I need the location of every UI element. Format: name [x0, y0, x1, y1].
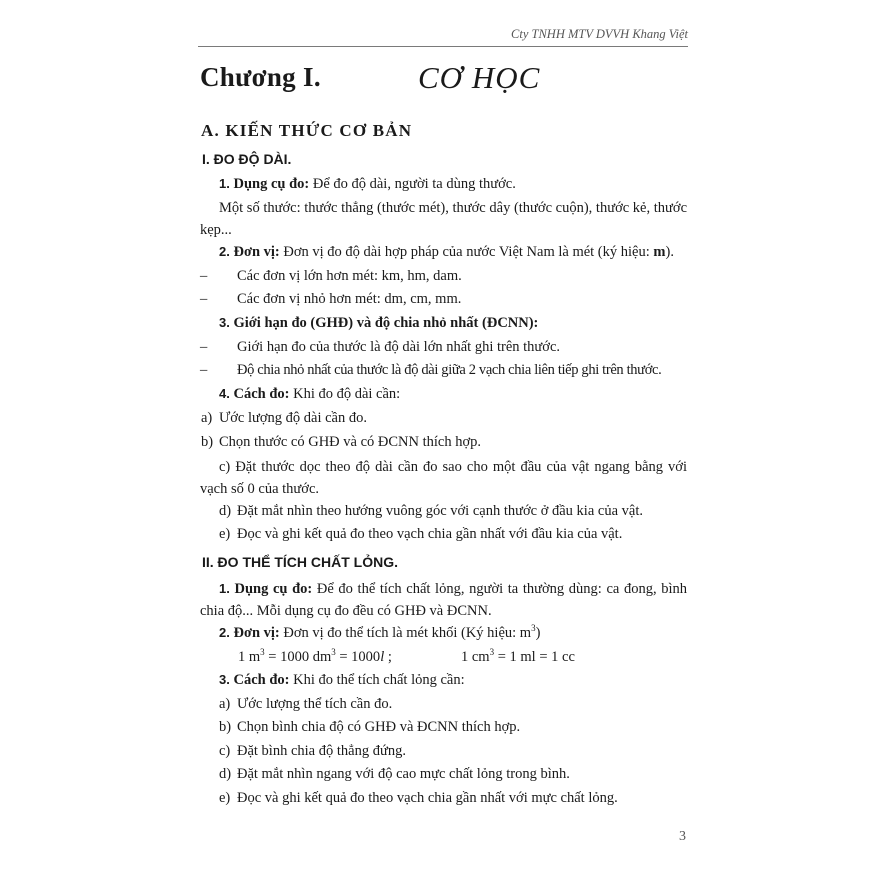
part2-step-c: c) Đặt bình chia độ thẳng đứng. [219, 743, 406, 759]
part1-item4: 4. Cách đo: Khi đo độ dài cần: [219, 386, 401, 402]
page-number: 3 [679, 829, 686, 844]
part2-item1: 1. Dụng cụ đo: Để đo thể tích chất lỏng, người ta thường dùng: ca đong, bình chia độ... Mỗi dụng cụ đo đều có GHĐ và ĐCNN. [200, 581, 688, 619]
part1-step-e: e) Đọc và ghi kết quả đo theo vạch chia gần nhất với đầu kia của vật. [219, 526, 623, 542]
part1-dash3: – Giới hạn đo của thước là độ dài lớn nhất ghi trên thước. [200, 339, 561, 355]
part2-step-e: e) Đọc và ghi kết quả đo theo vạch chia gần nhất với mực chất lỏng. [219, 790, 618, 806]
part1-heading: I. ĐO ĐỘ DÀI. [202, 151, 292, 167]
part1-step-c: c) Đặt thước dọc theo độ dài cần đo sao cho một đầu của vật ngang bằng với vạch số 0 của thước. [200, 459, 688, 497]
part2-item2: 2. Đơn vị: Đơn vị đo thể tích là mét khối (Ký hiệu: $m^3$) [219, 623, 541, 641]
part2-step-b: b) Chọn bình chia độ có GHĐ và ĐCNN thích hợp. [219, 719, 521, 735]
part1-item1: 1. Dụng cụ đo: Để đo độ dài, người ta dùng thước. [219, 176, 516, 192]
part1-item2: 2. Đơn vị: Đơn vị đo độ dài hợp pháp của nước Việt Nam là mét (ký hiệu: m). [219, 244, 674, 260]
part1-item3: 3. Giới hạn đo (GHĐ) và độ chia nhỏ nhất (ĐCNN): [219, 315, 539, 331]
part1-step-a: a) Ước lượng độ dài cần đo. [201, 410, 367, 426]
header-rule [198, 46, 688, 47]
part1-dash1: – Các đơn vị lớn hơn mét: km, hm, dam. [200, 268, 462, 284]
part1-step-b: b) Chọn thước có GHĐ và có ĐCNN thích hợp. [201, 434, 482, 450]
header-publisher: Cty TNHH MTV DVVH Khang Việt [511, 27, 688, 41]
part2-step-d: d) Đặt mắt nhìn ngang với độ cao mực chất lỏng trong bình. [219, 766, 570, 782]
part1-dash2: – Các đơn vị nhỏ hơn mét: dm, cm, mm. [200, 291, 462, 307]
part2-formula2: 1 $cm^3 = 1$ ml = 1 cc [461, 647, 575, 665]
chapter-title: CƠ HỌC [418, 60, 541, 95]
part1-dash4: – Độ chia nhỏ nhất của thước là độ dài giữa 2 vạch chia liên tiếp ghi trên thước. [200, 362, 662, 378]
chapter-label: Chương I. [200, 62, 321, 92]
part2-step-a: a) Ước lượng thể tích cần đo. [219, 696, 393, 712]
part1-para1: Một số thước: thước thẳng (thước mét), thước dây (thước cuộn), thước kẻ, thước kẹp... [200, 200, 687, 238]
section-heading: A. KIẾN THỨC CƠ BẢN [201, 121, 413, 140]
part2-formula1: 1 $m^3 = 1000$ $dm^3 = 1000l$ ; [238, 647, 392, 665]
part1-step-d: d) Đặt mắt nhìn theo hướng vuông góc với cạnh thước ở đầu kia của vật. [219, 503, 643, 519]
part2-item3: 3. Cách đo: Khi đo thể tích chất lỏng cần: [219, 672, 465, 688]
part2-heading: II. ĐO THỂ TÍCH CHẤT LỎNG. [202, 554, 398, 570]
